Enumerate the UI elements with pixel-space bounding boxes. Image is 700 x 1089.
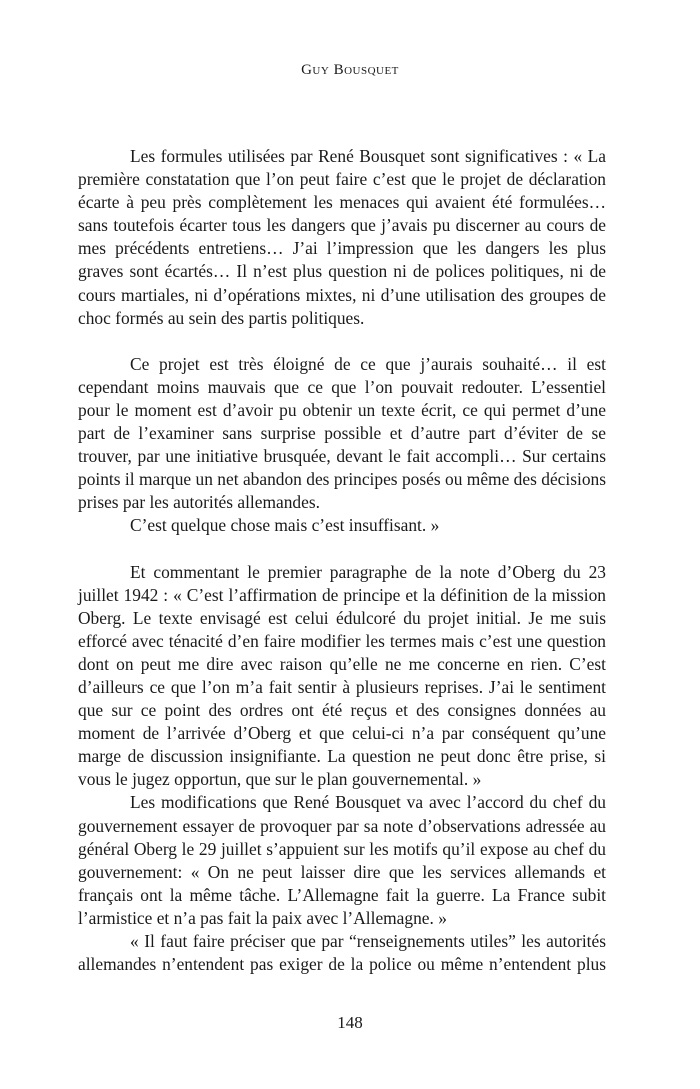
page-number: 148	[337, 1013, 363, 1032]
paragraph: C’est quelque chose mais c’est insuffisant. »	[130, 515, 440, 536]
paragraph: Les modifications que René Bousquet va avec l’accord du chef du gouvernement essayer de provoquer par sa note d’observations adressée au général Oberg le 29 juillet s’appuient sur les motifs qu’il expose au chef du gouvernement: « On ne peut laisser dire que les services allemands et français ont la même tâche. L’Allemagne fait la guerre. La France subit l’armistice et n’a pas fait la paix avec l’Allemagne. »	[78, 792, 606, 928]
paragraph: Ce projet est très éloigné de ce que j’aurais souhaité… il est cependant moins mauvais que ce que l’on pouvait redouter. L’essentiel pour le moment est d’avoir pu obtenir un texte écrit, ce qui permet d’une part de l’examiner sans surprise possible et d’autre part d’éviter de se trouver, par une initiative brusquée, devant le fait accompli… Sur certains points il marque un net abandon des principes posés ou même des décisions prises par les autorités allemandes.	[78, 353, 606, 513]
running-head: Guy Bousquet	[301, 62, 399, 78]
paragraph-gap	[78, 538, 606, 561]
paragraph-gap	[78, 330, 606, 353]
paragraph: Et commentant le premier paragraphe de la note d’Oberg du 23 juillet 1942 : « C’est l’affirmation de principe et la définition de la mission Oberg. Le texte envisagé est celui édulcoré du projet initial. Je me suis efforcé avec ténacité d’en faire modifier les termes mais c’est une question dont on peut me dire avec raison qu’elle ne me concerne en rien. C’est d’ailleurs ce que l’on m’a fait sentir à plusieurs reprises. J’ai le sentiment que sur ce point des ordres ont été reçus et des consignes données au moment de l’arrivée d’Oberg et que celui-ci n’a par conséquent qu’une marge de discussion insignifiante. La question ne peut donc être prise, si vous le jugez opportun, que sur le plan gouvernemental. »	[78, 561, 606, 790]
paragraph: « Il faut faire préciser que par “renseignements utiles” les autorités allemandes n’entendent pas exiger de la police ou même n’entendent plus	[78, 931, 606, 975]
body-text	[78, 145, 606, 976]
paragraph: Les formules utilisées par René Bousquet sont significatives : « La première constatation que l’on peut faire c’est que le projet de déclaration écarte à peu près complètement les menaces qui avaient été formulées… sans toutefois écarter tous les dangers que j’avais pu discerner au cours de mes précédents entretiens… J’ai l’impression que les dangers les plus graves sont écartés… Il n’est plus question ni de polices politiques, ni de cours martiales, ni d’opérations mixtes, ni d’une utilisation des groupes de choc formés au sein des partis politiques.	[78, 146, 606, 328]
